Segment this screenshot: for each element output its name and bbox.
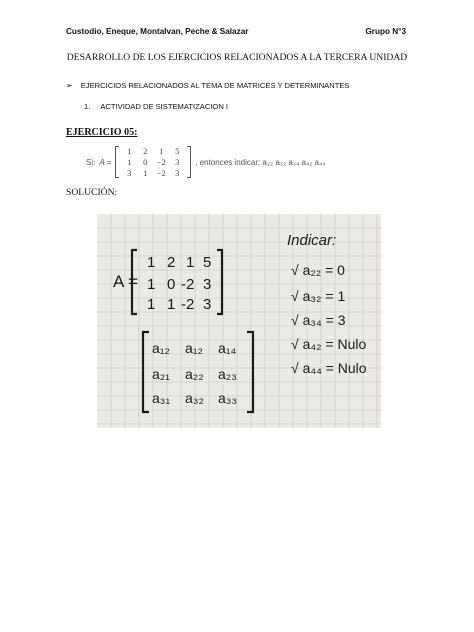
- hw-index-cell: a₃₁: [152, 390, 171, 406]
- hw-answer: √ a₃₄ = 3: [291, 312, 346, 328]
- matrix-cell: 3: [127, 168, 132, 178]
- hw-matrix-label: A =: [113, 272, 139, 291]
- hw-answer: √ a₄₄ = Nulo: [291, 360, 367, 376]
- page-title: DESARROLLO DE LOS EJERCICIOS RELACIONADOS A LA TERCERA UNIDAD: [66, 52, 408, 63]
- hw-index-cell: a₂₁: [152, 366, 170, 382]
- hw-index-cell: a₂₃: [218, 366, 237, 382]
- bullet-item: [66, 81, 350, 90]
- matrix-cell: −2: [156, 168, 166, 178]
- hw-index-cell: a₁₂: [185, 340, 203, 356]
- matrix-cell: 1: [159, 146, 164, 156]
- item-text: ACTIVIDAD DE SISTEMATIZACION I: [100, 102, 229, 111]
- matrix-cell: 1: [143, 168, 148, 178]
- hw-index-cell: a₁₂: [152, 340, 170, 356]
- item-number: 1.: [84, 102, 91, 111]
- hw-matrix-cell: 0: [167, 276, 176, 293]
- statement-suffix: , entonces indicar: a₂₂ a₃₂ a₃₄ a₄₂ a₄₄: [195, 157, 326, 167]
- solution-label: SOLUCIÓN:: [66, 187, 118, 198]
- hw-matrix-cell: 1: [147, 254, 156, 271]
- hw-answer: √ a₄₂ = Nulo: [291, 336, 367, 352]
- numbered-item: [84, 102, 228, 111]
- matrix-right-bracket: [187, 146, 191, 178]
- hw-matrix-cell: 5: [203, 254, 212, 271]
- hw-matrix-cell: -2: [181, 296, 195, 313]
- hw-index-cell: a₃₃: [218, 390, 238, 406]
- hw-matrix-cell: 2: [167, 254, 176, 271]
- statement-matrix-label: A =: [99, 157, 112, 167]
- hw-matrix-cell: -2: [181, 276, 195, 293]
- exercise-title: EJERCICIO 05:: [66, 127, 138, 138]
- hw-answer: √ a₂₂ = 0: [291, 262, 345, 278]
- matrix-cell: 2: [143, 146, 148, 156]
- matrix-cell: −2: [156, 157, 166, 167]
- matrix-cell: 5: [175, 146, 180, 156]
- hw-matrix-cell: 3: [203, 296, 212, 313]
- hw-index-cell: a₂₂: [185, 366, 204, 382]
- exercise-statement: [86, 146, 326, 178]
- hw-matrix-cell: 1: [147, 296, 156, 313]
- hw-index-cell: a₃₂: [185, 390, 204, 406]
- hw-matrix-cell: 3: [203, 276, 212, 293]
- statement-prefix: Si:: [86, 157, 96, 167]
- hw-matrix-cell: 1: [147, 276, 156, 293]
- matrix-cell: 3: [175, 157, 180, 167]
- hw-matrix-cell: 1: [167, 296, 176, 313]
- header-authors: Custodio, Eneque, Montalvan, Peche & Salazar: [66, 27, 249, 36]
- statement-matrix: [115, 146, 191, 178]
- matrix-cell: 3: [175, 168, 180, 178]
- matrix-grid: [119, 146, 187, 178]
- hw-answer: √ a₃₂ = 1: [291, 288, 346, 304]
- matrix-cell: 1: [127, 146, 132, 156]
- matrix-cell: 0: [143, 157, 148, 167]
- handwritten-solution-photo: [97, 214, 381, 428]
- hw-matrix-cell: 1: [186, 254, 195, 271]
- hw-indicar-title: Indicar:: [287, 232, 337, 249]
- arrow-bullet-icon: ➢: [66, 81, 73, 90]
- hw-index-cell: a₁₄: [218, 340, 237, 356]
- bullet-text: EJERCICIOS RELACIONADOS AL TEMA DE MATRICES Y DETERMINANTES: [80, 81, 350, 90]
- matrix-cell: 1: [127, 157, 132, 167]
- header-group: Grupo N°3: [365, 27, 406, 36]
